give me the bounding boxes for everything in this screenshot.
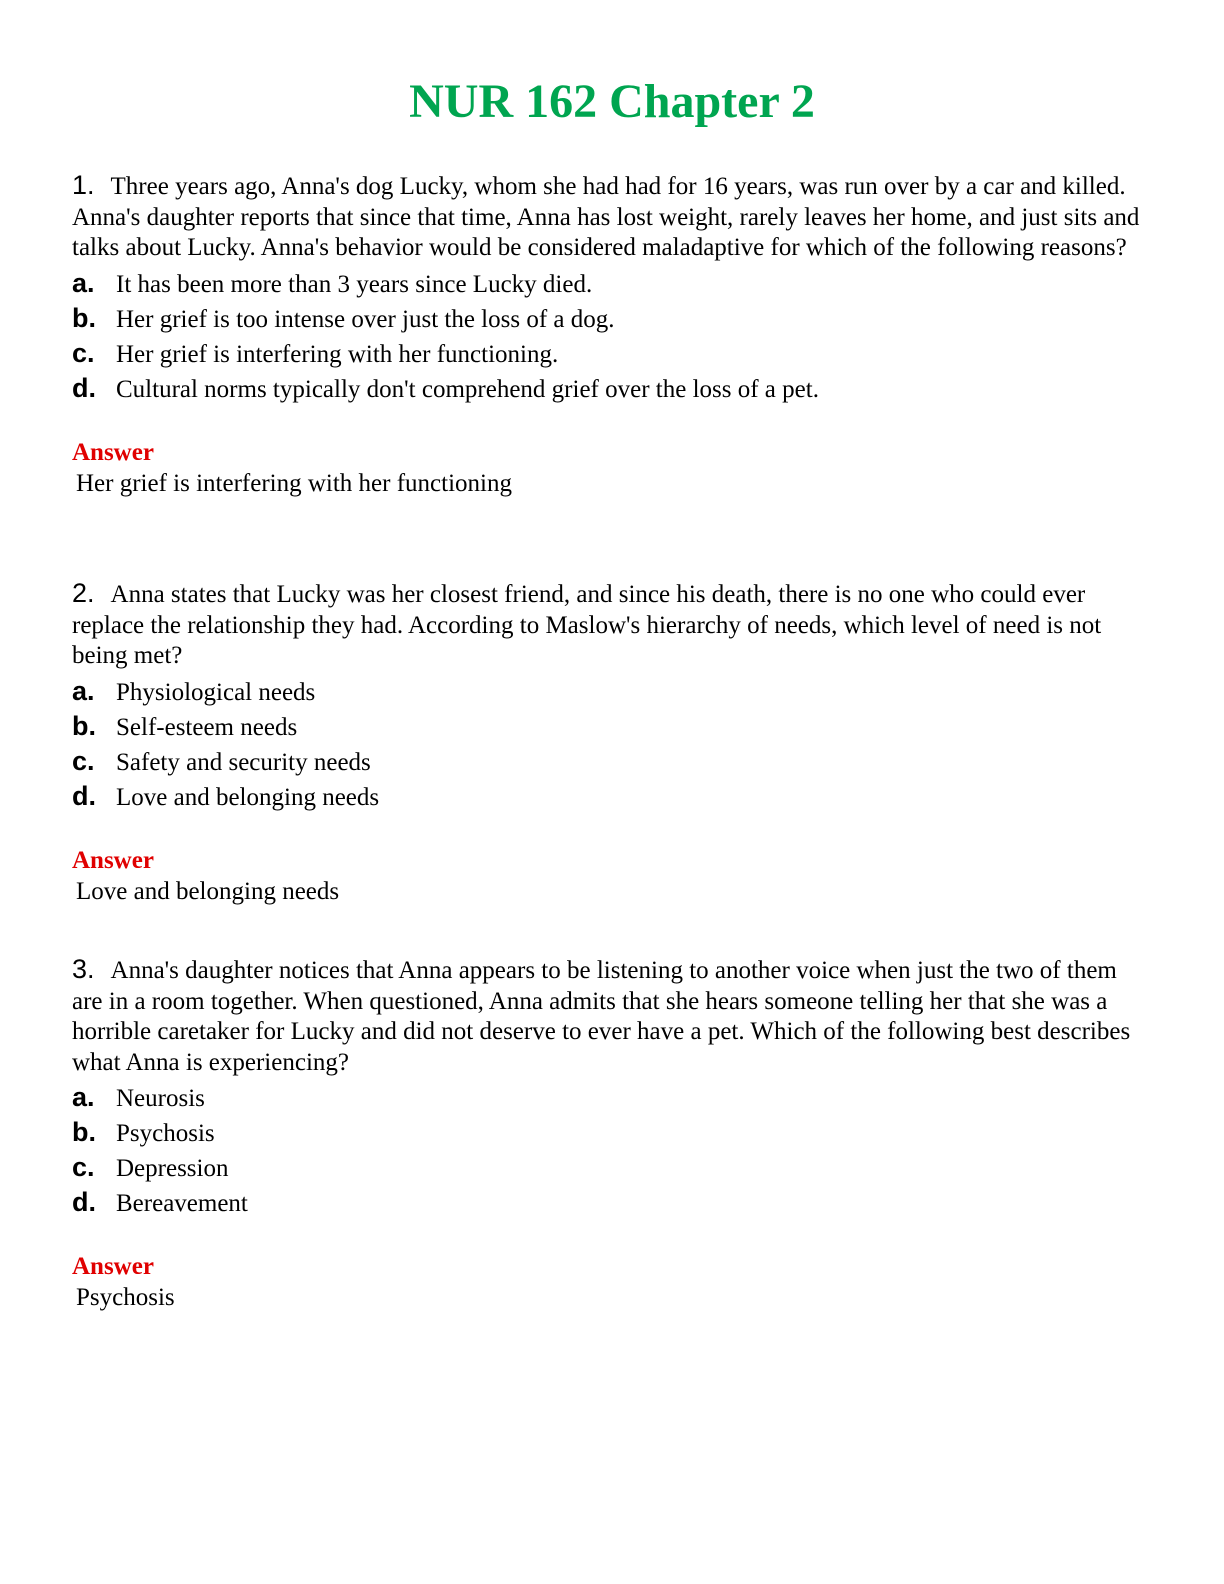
option-d (72, 779, 1152, 814)
options-list (72, 266, 1152, 406)
option-text: Love and belonging needs (116, 783, 380, 811)
answer-label: Answer (72, 1253, 154, 1280)
option-letter: b. (72, 1117, 96, 1147)
option-text: Cultural norms typically don't comprehend grief over the loss of a pet. (116, 375, 819, 403)
question-text: Anna's daughter notices that Anna appears to be listening to another voice when just the two of them are in a room together. When questioned, Anna admits that she hears someone telling her that she was a horrible caretaker for Lucky and did not deserve to ever have a pet. Which of the following best describes what Anna is experiencing? (72, 957, 1131, 1076)
option-letter: d. (72, 372, 96, 403)
answer-label: Answer (72, 846, 154, 874)
option-a (72, 266, 1152, 301)
question-1 (72, 170, 1152, 500)
option-letter: d. (72, 780, 96, 811)
option-text: Physiological needs (116, 678, 316, 706)
question-number: 2. (72, 578, 95, 608)
answer-block (72, 438, 1152, 500)
question-number: 3. (72, 954, 95, 984)
question-3 (72, 954, 1152, 1314)
option-c (72, 744, 1152, 779)
option-text: Self-esteem needs (116, 713, 298, 741)
option-text: Her grief is too intense over just the loss of a dog. (116, 305, 615, 333)
option-letter: c. (72, 337, 95, 368)
option-text: Psychosis (116, 1120, 215, 1147)
question-3-text-block (72, 954, 1152, 1078)
option-b (72, 1115, 1152, 1150)
option-text: Safety and security needs (116, 748, 371, 776)
answer-text: Psychosis (76, 1284, 175, 1311)
option-c (72, 1150, 1152, 1185)
option-d (72, 371, 1152, 406)
option-c (72, 336, 1152, 371)
answer-block (72, 846, 1152, 908)
option-text: Neurosis (116, 1085, 205, 1112)
page-title: NUR 162 Chapter 2 (409, 75, 815, 128)
question-2-text-block (72, 578, 1152, 672)
question-2 (72, 578, 1152, 908)
option-letter: b. (72, 302, 96, 333)
option-b (72, 709, 1152, 744)
question-number: 1. (72, 170, 95, 200)
option-letter: a. (72, 1082, 95, 1112)
option-letter: a. (72, 267, 95, 298)
option-text: Her grief is interfering with her functioning. (116, 340, 559, 368)
option-b (72, 301, 1152, 336)
option-a (72, 1080, 1152, 1115)
option-letter: a. (72, 675, 95, 706)
options-list (72, 1080, 1152, 1220)
answer-text: Her grief is interfering with her functioning (76, 469, 512, 497)
option-letter: c. (72, 745, 95, 776)
answer-block (72, 1252, 1152, 1314)
question-text: Anna states that Lucky was her closest friend, and since his death, there is no one who could ever replace the relationship they had. According to Maslow's hierarchy of needs, which level of need is not being met? (72, 581, 1102, 669)
option-a (72, 674, 1152, 709)
option-letter: d. (72, 1187, 96, 1217)
option-text: Depression (116, 1155, 229, 1182)
option-text: It has been more than 3 years since Lucky died. (116, 270, 593, 298)
option-letter: c. (72, 1152, 95, 1182)
question-1-text-block (72, 170, 1152, 264)
option-text: Bereavement (116, 1190, 248, 1217)
option-d (72, 1185, 1152, 1220)
option-letter: b. (72, 710, 96, 741)
answer-text: Love and belonging needs (76, 877, 340, 905)
answer-label: Answer (72, 438, 154, 466)
options-list (72, 674, 1152, 814)
question-text: Three years ago, Anna's dog Lucky, whom she had had for 16 years, was run over by a car and killed. Anna's daughter reports that since that time, Anna has lost weight, rarely leaves her home, and just sits and talks about Lucky. Anna's behavior would be considered maladaptive for which of the following reasons? (72, 173, 1140, 261)
